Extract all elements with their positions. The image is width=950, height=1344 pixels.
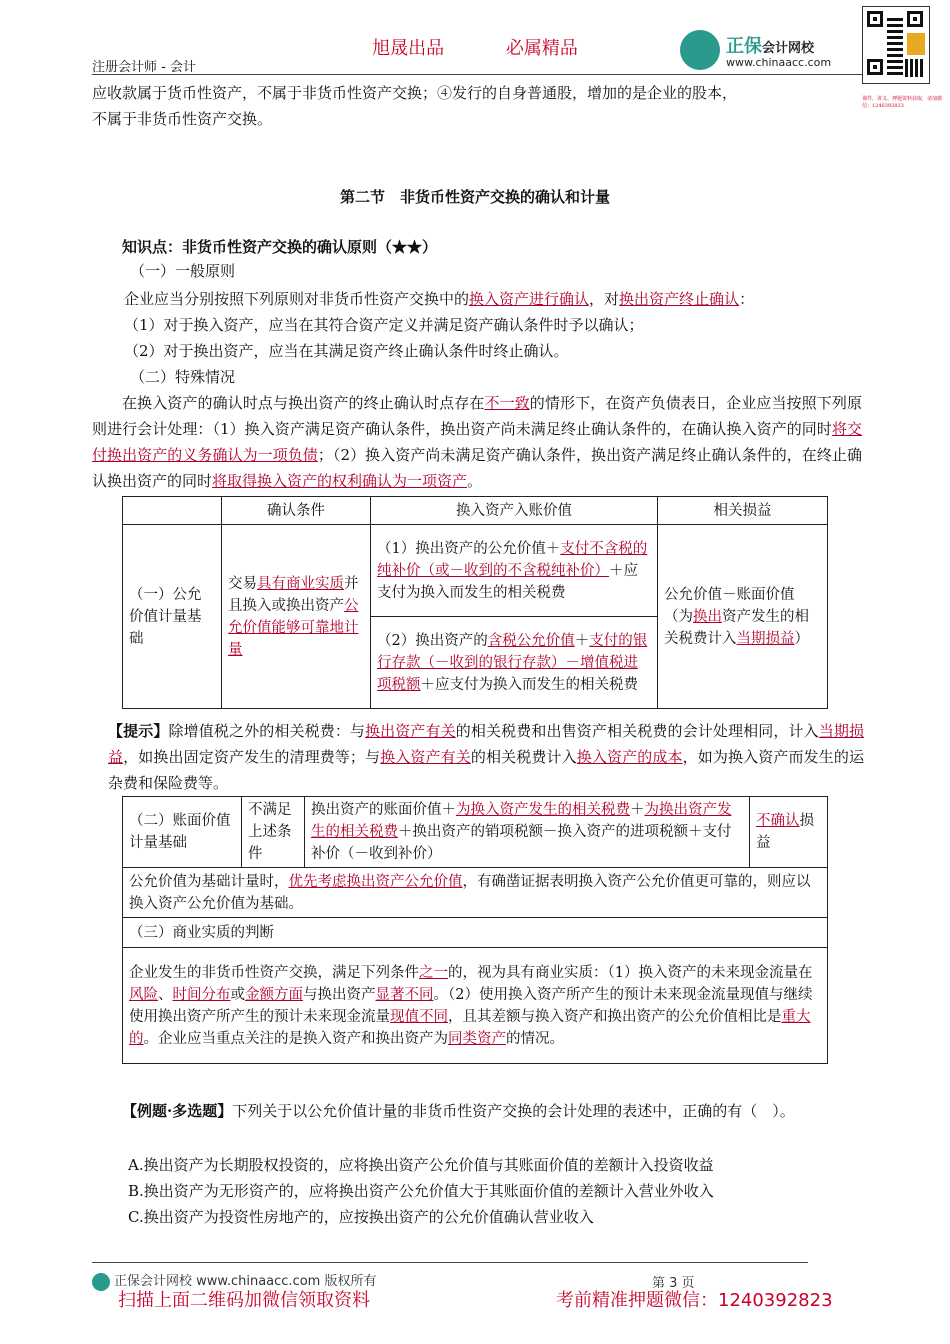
promo-left: 扫描上面二维码加微信领取资料 bbox=[118, 1290, 370, 1311]
logo-url: www.chinaacc.com bbox=[726, 56, 832, 69]
header-divider bbox=[92, 74, 862, 75]
intro-line-1: 应收款属于货币性资产，不属于非货币性资产交换；④发行的自身普通股，增加的是企业的股本， bbox=[92, 84, 738, 102]
special-heading: （二）特殊情况 bbox=[130, 368, 236, 386]
chinaacc-logo[interactable] bbox=[680, 28, 860, 74]
section-title: 第二节 非货币性资产交换的确认和计量 bbox=[339, 188, 610, 206]
logo-icon bbox=[680, 30, 720, 70]
logo-name: 正保 bbox=[726, 36, 762, 57]
row-label-fair-value: （一）公允价值计量基础 bbox=[123, 525, 222, 709]
option-a[interactable]: A.换出资产为长期股权投资的，应将换出资产公允价值与其账面价值的差额计入投资收益 bbox=[128, 1156, 714, 1174]
header-subject: 注册会计师 - 会计 bbox=[92, 60, 196, 75]
fair-value-gain: 公允价值－账面价值（为换出资产发生的相关税费计入当期损益） bbox=[658, 525, 828, 709]
fair-value-condition: 交易具有商业实质并且换入或换出资产公允价值能够可靠地计量 bbox=[222, 525, 371, 709]
slogan-right: 必属精品 bbox=[505, 38, 578, 59]
row-label-book-value: （二）账面价值计量基础 bbox=[123, 797, 242, 868]
example-stem: 【例题·多选题】下列关于以公允价值计量的非货币性资产交换的会计处理的表述中，正确的有（ ）。 bbox=[122, 1102, 795, 1120]
tip-label: 【提示】 bbox=[108, 722, 169, 740]
confirm-in-asset: 换入资产进行确认 bbox=[469, 290, 590, 308]
logo-sub: 会计网校 bbox=[762, 41, 815, 56]
commercial-substance-text: 企业发生的非货币性资产交换，满足下列条件之一的，视为具有商业实质：（1）换入资产的未来现金流量在风险、时间分布或金额方面与换出资产显著不同。（2）使用换入资产所产生的预计未来现金流量现值与继续使用换出资产所产生的预计未来现金流量现值不同，且其差额与换入资产和换出资产的公允价值相比是重大的。企业应当重点关注的是换入资产和换出资产为同类资产的情况。 bbox=[123, 948, 828, 1064]
footer-divider bbox=[92, 1262, 808, 1263]
in-value-method-2: （2）换出资产的含税公允价值＋支付的银行存款（－收到的银行存款）－增值税进项税额＋应支付为换入而发生的相关税费 bbox=[371, 617, 658, 709]
book-value-table bbox=[122, 796, 828, 1064]
book-value-in-value: 换出资产的账面价值＋为换入资产发生的相关税费＋为换出资产发生的相关税费＋换出资产的销项税额－换入资产的进项税额＋支付补价（－收到补价） bbox=[305, 797, 750, 868]
header-gain: 相关损益 bbox=[658, 497, 828, 525]
special-paragraph: 在换入资产的确认时点与换出资产的终止确认时点存在不一致的情形下，在资产负债表日，企业应当按照下列原则进行会计处理：（1）换入资产满足资产确认条件，换出资产尚未满足终止确认条件的，在确认换入资产的同时将交付换出资产的义务确认为一项负债；（2）换入资产尚未满足资产确认条件，换出资产满足终止确认条件的，在终止确认换出资产的同时将取得换入资产的权利确认为一项资产。 bbox=[92, 394, 862, 490]
qr-caption: 课件、讲义、押题资料获取，请加微信：1240392823 bbox=[862, 96, 943, 109]
general-item-1: （1）对于换入资产，应当在其符合资产定义并满足资产确认条件时予以确认； bbox=[124, 316, 644, 334]
example-label: 【例题·多选题】 bbox=[122, 1102, 233, 1120]
footer-copyright: 正保会计网校 www.chinaacc.com 版权所有 bbox=[92, 1270, 376, 1291]
page-number: 第 3 页 bbox=[652, 1276, 695, 1291]
promo-right: 考前精准押题微信：1240392823 bbox=[556, 1290, 833, 1311]
slogan-left: 旭晟出品 bbox=[372, 38, 445, 59]
derecognize-out-asset: 换出资产终止确认 bbox=[619, 290, 740, 308]
option-b[interactable]: B.换出资产为无形资产的，应将换出资产公允价值大于其账面价值的差额计入营业外收入 bbox=[128, 1182, 714, 1200]
intro-paragraph bbox=[92, 80, 862, 132]
fair-value-priority-note: 公允价值为基础计量时，优先考虑换出资产公允价值，有确凿证据表明换入资产公允价值更可靠的，则应以换入资产公允价值为基础。 bbox=[123, 868, 828, 918]
header-in-value: 换入资产入账价值 bbox=[371, 497, 658, 525]
footer-logo-icon bbox=[92, 1273, 110, 1291]
header-condition: 确认条件 bbox=[222, 497, 371, 525]
fair-value-table bbox=[122, 496, 828, 709]
general-heading: （一）一般原则 bbox=[130, 262, 236, 280]
option-c[interactable]: C.换出资产为投资性房地产的，应按换出资产的公允价值确认营业收入 bbox=[128, 1208, 594, 1226]
book-value-condition: 不满足上述条件 bbox=[242, 797, 305, 868]
intro-line-2: 不属于非货币性资产交换。 bbox=[92, 110, 273, 128]
general-item-2: （2）对于换出资产，应当在其满足资产终止确认条件时终止确认。 bbox=[124, 342, 569, 360]
general-paragraph: 企业应当分别按照下列原则对非货币性资产交换中的换入资产进行确认，对换出资产终止确认： bbox=[124, 290, 755, 308]
commercial-substance-heading: （三）商业实质的判断 bbox=[123, 918, 828, 948]
in-value-method-1: （1）换出资产的公允价值＋支付不含税的纯补价（或－收到的不含税纯补价）＋应支付为换入而发生的相关税费 bbox=[371, 525, 658, 617]
tip-paragraph: 【提示】除增值税之外的相关税费：与换出资产有关的相关税费和出售资产相关税费的会计处理相同，计入当期损益，如换出固定资产发生的清理费等；与换入资产有关的相关税费计入换入资产的成本，如为换入资产而发生的运杂费和保险费等。 bbox=[108, 722, 864, 792]
knowledge-point-title: 知识点：非货币性资产交换的确认原则（★★） bbox=[122, 238, 438, 256]
table-header-row bbox=[123, 497, 828, 525]
qr-code-icon bbox=[862, 6, 930, 84]
book-value-gain: 不确认损益 bbox=[750, 797, 828, 868]
